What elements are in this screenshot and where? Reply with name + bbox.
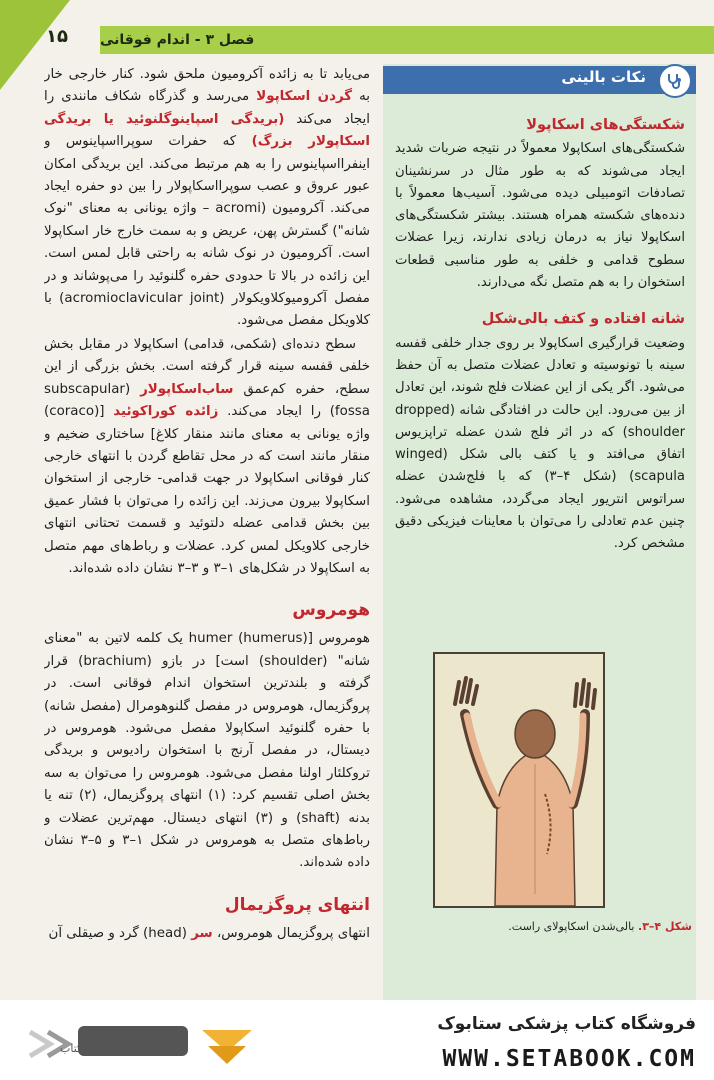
store-url[interactable]: WWW.SETABOOK.COM	[442, 1046, 696, 1072]
store-name: فروشگاه کتاب پزشکی ستابوک	[437, 1014, 696, 1034]
winged-scapula-heading: شانه افتاده و کتف بالی‌شکل	[481, 311, 685, 328]
heading-proximal-end: انتهای پروگزیمال	[224, 894, 370, 915]
clinical-notes-body	[395, 114, 685, 570]
paragraph-1: می‌یابد تا به زائده آکرومیون ملحق شود. کنار خارجی خار به گردن اسکاپولا می‌رسد و گذرگاه شکاف مانندی را ایجاد می‌کند (بریدگی اسپاینوگلنوئید یا بریدگی اسکاپولار بزرگ) که حفرات سوپرااسپاینوس و اینفرااسپاینوس را به هم مرتبط می‌کند. این بریدگی امکان عبور عروق و عصب سوپرااسکاپولار را بین دو حفره ایجاد می‌کند. آکرومیون (acromi – واژه یونانی به معنای "نوک شانه") گسترش پهن، عریض و به سمت خارج خار اسکاپولا است. آکرومیون در نوک شانه به راحتی قابل لمس است. این زائده در بالا تا حدودی حفره گلنوئید را می‌پوشاند و در مفصل آکرومیوکلاویکولار (acromioclavicular joint) با کلاویکل مفصل می‌شود.	[44, 67, 370, 329]
scapula-fracture-text: شکستگی‌های اسکاپولا معمولاً در نتیجه ضربات شدید ایجاد می‌شوند که به طور مثال در سرنشینان تصادفات اتومبیلی دیده می‌شود. آسیب‌ها معمولاً با دنده‌های شکسته همراه هستند. بیشتر شکستگی‌های اسکاپولا نیاز به درمان زیادی ندارند، زیرا عضلات سطوح قدامی و خلفی به طور مناسبی قطعات استخوان را به هم متصل نگه می‌دارند.	[395, 141, 685, 291]
page-number: ۱۵	[46, 26, 68, 47]
main-text-column	[44, 64, 370, 1000]
heading-humerus: هومروس	[292, 600, 370, 621]
clinical-notes-title: نکات بالینی	[561, 68, 646, 86]
logo-subtitle: فروشگاه اینترنتی کتاب	[60, 1042, 165, 1055]
stethoscope-icon	[658, 64, 692, 98]
scapula-fracture-heading: شکستگی‌های اسکاپولا	[526, 117, 685, 133]
paragraph-2: سطح دنده‌ای (شکمی، قدامی) اسکاپولا در مقابل بخش خلفی قفسه سینه قرار گرفته است. بخش بزرگی از این سطح، حفره کم‌عمق ساب‌اسکاپولار (subscapular fossa) را ایجاد می‌کند. زائده کوراکوئید [(coraco) واژه یونانی به معنای مانند منقار کلاغ] ساختاری ضخیم و منقار مانند است که در محل تقاطع گردن با انتهای خارجی کنار فوقانی اسکاپولا در جهت قدامی- خارجی از استخوان اسکاپولا بیرون می‌زند. این زائده را می‌توان با فشار عمیق بین بخش قدامی عضله دلتوئید و قسمت تحتانی انتهای خارجی کلاویکل لمس کرد. عضلات و رباط‌های مهم متصل به اسکاپولا در شکل‌های ۱–۳ و ۳–۳ نشان داده شده‌اند.	[44, 336, 370, 576]
paragraph-proximal: انتهای پروگزیمال هومروس، سر (head) گرد و صیقلی آن	[48, 925, 370, 941]
page-header	[100, 26, 714, 54]
figure-caption	[390, 920, 692, 933]
paragraph-humerus: هومروس [humer (humerus) یک کلمه لاتین به "معنای شانه" (shoulder) است] در بازو (brachium) قرار گرفته و بلندترین استخوان اندام فوقانی است. در پروگزیمال، هومروس در مفصل گلنوهومرال (مفصل شانه) با حفره گلنوئید اسکاپولا مفصل می‌شود. هومروس در دیستال، در مفصل آرنج با استخوان رادیوس و بریدگی تروکلئار اولنا مفصل می‌شود. هومروس را می‌توان به سه بخش اصلی تقسیم کرد: (۱) انتهای پروگزیمال، (۲) تنه یا بدنه (shaft) و (۳) انتهای دیستال. مهم‌ترین عضلات و رباط‌های متصل به هومروس در شکل ۱–۳ و ۵–۳ نشان داده شده‌اند.	[44, 631, 370, 871]
winged-scapula-illustration	[433, 652, 605, 908]
term-spinoglenoid-notch: (بریدگی اسپاینوگلنوئید یا بریدگی اسکاپولار بزرگ)	[44, 111, 370, 150]
term-subscapular: ساب‌اسکاپولار	[140, 381, 234, 397]
clinical-notes-header	[383, 66, 696, 94]
term-head: سر	[191, 925, 213, 941]
term-coracoid: زائده کوراکوئید	[113, 404, 219, 420]
term-scapular-neck: گردن اسکاپولا	[256, 89, 353, 105]
figure-caption-label: شکل ۴–۳.	[638, 920, 692, 933]
figure-caption-text: بالی‌شدن اسکاپولای راست.	[508, 920, 635, 933]
winged-scapula-text: وضعیت قرارگیری اسکاپولا بر روی جدار خلفی قفسه سینه با تونوسیته و تعادل عضلات متصل به آن حفظ می‌شود. اگر یکی از این عضلات فلج شوند، این تعادل از بین می‌رود. این حالت در افتادگی شانه (dropped shoulder) که در اثر فلج شدن عضله تراپزیوس اتفاق می‌افتد و یا کتف بالی شکل (winged scapula) (شکل ۴–۳) که با فلج‌شدن عضله سراتوس انتریور ایجاد می‌گردد، مشاهده می‌شود. چنین عدم تعادلی را می‌توان با معاینات فیزیکی دقیق مشخص کرد.	[395, 335, 685, 552]
chapter-title: فصل ۳ - اندام فوقانی	[100, 32, 255, 48]
store-footer	[0, 1000, 714, 1080]
